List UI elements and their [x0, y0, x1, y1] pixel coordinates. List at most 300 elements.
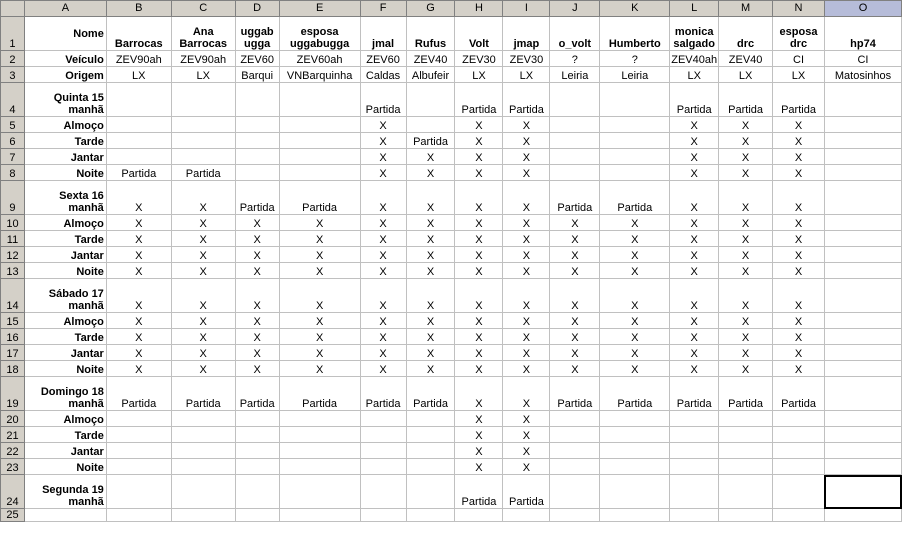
cell-m6[interactable]: X [719, 133, 773, 149]
cell-d18[interactable]: X [235, 361, 279, 377]
cell-e22[interactable] [279, 443, 360, 459]
cell-a3[interactable]: Origem [24, 67, 106, 83]
cell-k8[interactable] [600, 165, 670, 181]
cell-c18[interactable]: X [171, 361, 235, 377]
cell-l1[interactable]: monica salgado [670, 17, 719, 51]
cell-k3[interactable]: Leiria [600, 67, 670, 83]
cell-m21[interactable] [719, 427, 773, 443]
cell-n4[interactable]: Partida [773, 83, 825, 117]
cell-j21[interactable] [550, 427, 600, 443]
row-header-14[interactable]: 14 [1, 279, 25, 313]
cell-g25[interactable] [406, 509, 455, 522]
cell-l12[interactable]: X [670, 247, 719, 263]
cell-m5[interactable]: X [719, 117, 773, 133]
cell-j4[interactable] [550, 83, 600, 117]
cell-g20[interactable] [406, 411, 455, 427]
row-header-12[interactable]: 12 [1, 247, 25, 263]
cell-f17[interactable]: X [360, 345, 406, 361]
cell-k22[interactable] [600, 443, 670, 459]
cell-e10[interactable]: X [279, 215, 360, 231]
cell-i15[interactable]: X [503, 313, 550, 329]
cell-e19[interactable]: Partida [279, 377, 360, 411]
cell-j20[interactable] [550, 411, 600, 427]
cell-j6[interactable] [550, 133, 600, 149]
cell-e12[interactable]: X [279, 247, 360, 263]
cell-m12[interactable]: X [719, 247, 773, 263]
cell-g5[interactable] [406, 117, 455, 133]
cell-i22[interactable]: X [503, 443, 550, 459]
cell-l19[interactable]: Partida [670, 377, 719, 411]
cell-m11[interactable]: X [719, 231, 773, 247]
cell-c22[interactable] [171, 443, 235, 459]
cell-j9[interactable]: Partida [550, 181, 600, 215]
row-header-3[interactable]: 3 [1, 67, 25, 83]
cell-a4[interactable]: Quinta 15 manhã [24, 83, 106, 117]
cell-h15[interactable]: X [455, 313, 503, 329]
cell-e15[interactable]: X [279, 313, 360, 329]
cell-j25[interactable] [550, 509, 600, 522]
cell-f16[interactable]: X [360, 329, 406, 345]
cell-a19[interactable]: Domingo 18 manhã [24, 377, 106, 411]
cell-h4[interactable]: Partida [455, 83, 503, 117]
cell-a13[interactable]: Noite [24, 263, 106, 279]
cell-b22[interactable] [106, 443, 171, 459]
cell-m3[interactable]: LX [719, 67, 773, 83]
cell-a21[interactable]: Tarde [24, 427, 106, 443]
cell-i8[interactable]: X [503, 165, 550, 181]
cell-c2[interactable]: ZEV90ah [171, 51, 235, 67]
cell-a23[interactable]: Noite [24, 459, 106, 475]
cell-l13[interactable]: X [670, 263, 719, 279]
cell-h24[interactable]: Partida [455, 475, 503, 509]
cell-o19[interactable] [824, 377, 901, 411]
cell-c5[interactable] [171, 117, 235, 133]
cell-o5[interactable] [824, 117, 901, 133]
cell-m7[interactable]: X [719, 149, 773, 165]
cell-k2[interactable]: ? [600, 51, 670, 67]
cell-c1[interactable]: Ana Barrocas [171, 17, 235, 51]
cell-m17[interactable]: X [719, 345, 773, 361]
cell-k4[interactable] [600, 83, 670, 117]
column-header-d[interactable]: D [235, 1, 279, 17]
cell-n6[interactable]: X [773, 133, 825, 149]
cell-m18[interactable]: X [719, 361, 773, 377]
column-header-n[interactable]: N [773, 1, 825, 17]
cell-n15[interactable]: X [773, 313, 825, 329]
cell-c6[interactable] [171, 133, 235, 149]
cell-i25[interactable] [503, 509, 550, 522]
cell-h25[interactable] [455, 509, 503, 522]
cell-m10[interactable]: X [719, 215, 773, 231]
cell-d24[interactable] [235, 475, 279, 509]
cell-e9[interactable]: Partida [279, 181, 360, 215]
cell-k19[interactable]: Partida [600, 377, 670, 411]
cell-i23[interactable]: X [503, 459, 550, 475]
cell-i17[interactable]: X [503, 345, 550, 361]
row-header-19[interactable]: 19 [1, 377, 25, 411]
cell-o6[interactable] [824, 133, 901, 149]
cell-i9[interactable]: X [503, 181, 550, 215]
cell-f1[interactable]: jmal [360, 17, 406, 51]
cell-i3[interactable]: LX [503, 67, 550, 83]
cell-h22[interactable]: X [455, 443, 503, 459]
cell-d6[interactable] [235, 133, 279, 149]
cell-o4[interactable] [824, 83, 901, 117]
cell-n9[interactable]: X [773, 181, 825, 215]
cell-j2[interactable]: ? [550, 51, 600, 67]
cell-f12[interactable]: X [360, 247, 406, 263]
cell-d11[interactable]: X [235, 231, 279, 247]
row-header-21[interactable]: 21 [1, 427, 25, 443]
cell-o16[interactable] [824, 329, 901, 345]
cell-m2[interactable]: ZEV40 [719, 51, 773, 67]
cell-h13[interactable]: X [455, 263, 503, 279]
cell-k17[interactable]: X [600, 345, 670, 361]
cell-h17[interactable]: X [455, 345, 503, 361]
cell-i20[interactable]: X [503, 411, 550, 427]
cell-d7[interactable] [235, 149, 279, 165]
cell-l25[interactable] [670, 509, 719, 522]
cell-d2[interactable]: ZEV60 [235, 51, 279, 67]
cell-d4[interactable] [235, 83, 279, 117]
cell-l2[interactable]: ZEV40ah [670, 51, 719, 67]
cell-f10[interactable]: X [360, 215, 406, 231]
cell-e14[interactable]: X [279, 279, 360, 313]
cell-f20[interactable] [360, 411, 406, 427]
cell-d23[interactable] [235, 459, 279, 475]
cell-g4[interactable] [406, 83, 455, 117]
cell-o22[interactable] [824, 443, 901, 459]
cell-b20[interactable] [106, 411, 171, 427]
cell-o8[interactable] [824, 165, 901, 181]
cell-a2[interactable]: Veículo [24, 51, 106, 67]
cell-g1[interactable]: Rufus [406, 17, 455, 51]
cell-e7[interactable] [279, 149, 360, 165]
cell-b19[interactable]: Partida [106, 377, 171, 411]
cell-n12[interactable]: X [773, 247, 825, 263]
cell-d15[interactable]: X [235, 313, 279, 329]
cell-m24[interactable] [719, 475, 773, 509]
cell-o9[interactable] [824, 181, 901, 215]
cell-a20[interactable]: Almoço [24, 411, 106, 427]
cell-c10[interactable]: X [171, 215, 235, 231]
row-header-10[interactable]: 10 [1, 215, 25, 231]
cell-m14[interactable]: X [719, 279, 773, 313]
cell-a14[interactable]: Sábado 17 manhã [24, 279, 106, 313]
cell-b2[interactable]: ZEV90ah [106, 51, 171, 67]
row-header-16[interactable]: 16 [1, 329, 25, 345]
cell-a15[interactable]: Almoço [24, 313, 106, 329]
cell-b4[interactable] [106, 83, 171, 117]
cell-e23[interactable] [279, 459, 360, 475]
column-header-e[interactable]: E [279, 1, 360, 17]
cell-j14[interactable]: X [550, 279, 600, 313]
cell-e8[interactable] [279, 165, 360, 181]
cell-k11[interactable]: X [600, 231, 670, 247]
cell-o12[interactable] [824, 247, 901, 263]
cell-a17[interactable]: Jantar [24, 345, 106, 361]
cell-e17[interactable]: X [279, 345, 360, 361]
column-header-o[interactable]: O [824, 1, 901, 17]
cell-k9[interactable]: Partida [600, 181, 670, 215]
cell-d8[interactable] [235, 165, 279, 181]
cell-i4[interactable]: Partida [503, 83, 550, 117]
cell-f4[interactable]: Partida [360, 83, 406, 117]
cell-f14[interactable]: X [360, 279, 406, 313]
cell-b13[interactable]: X [106, 263, 171, 279]
cell-f11[interactable]: X [360, 231, 406, 247]
column-header-a[interactable]: A [24, 1, 106, 17]
cell-g6[interactable]: Partida [406, 133, 455, 149]
cell-c12[interactable]: X [171, 247, 235, 263]
cell-f24[interactable] [360, 475, 406, 509]
cell-i16[interactable]: X [503, 329, 550, 345]
cell-g3[interactable]: Albufeir [406, 67, 455, 83]
cell-m23[interactable] [719, 459, 773, 475]
cell-o21[interactable] [824, 427, 901, 443]
cell-j10[interactable]: X [550, 215, 600, 231]
cell-f21[interactable] [360, 427, 406, 443]
cell-f22[interactable] [360, 443, 406, 459]
cell-e18[interactable]: X [279, 361, 360, 377]
cell-j5[interactable] [550, 117, 600, 133]
cell-m15[interactable]: X [719, 313, 773, 329]
cell-a25[interactable] [24, 509, 106, 522]
cell-k7[interactable] [600, 149, 670, 165]
cell-m20[interactable] [719, 411, 773, 427]
column-header-b[interactable]: B [106, 1, 171, 17]
row-header-18[interactable]: 18 [1, 361, 25, 377]
cell-n1[interactable]: esposa drc [773, 17, 825, 51]
cell-j11[interactable]: X [550, 231, 600, 247]
cell-h18[interactable]: X [455, 361, 503, 377]
cell-a9[interactable]: Sexta 16 manhã [24, 181, 106, 215]
cell-d17[interactable]: X [235, 345, 279, 361]
cell-e25[interactable] [279, 509, 360, 522]
cell-c23[interactable] [171, 459, 235, 475]
cell-f23[interactable] [360, 459, 406, 475]
cell-g23[interactable] [406, 459, 455, 475]
cell-n2[interactable]: CI [773, 51, 825, 67]
cell-i18[interactable]: X [503, 361, 550, 377]
cell-m22[interactable] [719, 443, 773, 459]
row-header-25[interactable]: 25 [1, 509, 25, 522]
cell-j3[interactable]: Leiria [550, 67, 600, 83]
cell-c3[interactable]: LX [171, 67, 235, 83]
cell-a24[interactable]: Segunda 19 manhã [24, 475, 106, 509]
cell-k13[interactable]: X [600, 263, 670, 279]
cell-n5[interactable]: X [773, 117, 825, 133]
cell-l14[interactable]: X [670, 279, 719, 313]
cell-c14[interactable]: X [171, 279, 235, 313]
cell-o15[interactable] [824, 313, 901, 329]
cell-e11[interactable]: X [279, 231, 360, 247]
cell-b8[interactable]: Partida [106, 165, 171, 181]
row-header-22[interactable]: 22 [1, 443, 25, 459]
cell-b24[interactable] [106, 475, 171, 509]
cell-e2[interactable]: ZEV60ah [279, 51, 360, 67]
cell-m13[interactable]: X [719, 263, 773, 279]
cell-h8[interactable]: X [455, 165, 503, 181]
cell-b16[interactable]: X [106, 329, 171, 345]
cell-i7[interactable]: X [503, 149, 550, 165]
cell-g9[interactable]: X [406, 181, 455, 215]
cell-a18[interactable]: Noite [24, 361, 106, 377]
cell-g18[interactable]: X [406, 361, 455, 377]
cell-k21[interactable] [600, 427, 670, 443]
cell-j1[interactable]: o_volt [550, 17, 600, 51]
cell-c21[interactable] [171, 427, 235, 443]
cell-k6[interactable] [600, 133, 670, 149]
cell-d3[interactable]: Barqui [235, 67, 279, 83]
cell-l10[interactable]: X [670, 215, 719, 231]
cell-l16[interactable]: X [670, 329, 719, 345]
cell-n21[interactable] [773, 427, 825, 443]
cell-f18[interactable]: X [360, 361, 406, 377]
cell-j7[interactable] [550, 149, 600, 165]
cell-n25[interactable] [773, 509, 825, 522]
cell-l5[interactable]: X [670, 117, 719, 133]
cell-i12[interactable]: X [503, 247, 550, 263]
cell-h12[interactable]: X [455, 247, 503, 263]
cell-d20[interactable] [235, 411, 279, 427]
cell-m8[interactable]: X [719, 165, 773, 181]
cell-l18[interactable]: X [670, 361, 719, 377]
row-header-9[interactable]: 9 [1, 181, 25, 215]
cell-j8[interactable] [550, 165, 600, 181]
cell-o13[interactable] [824, 263, 901, 279]
cell-j19[interactable]: Partida [550, 377, 600, 411]
cell-i11[interactable]: X [503, 231, 550, 247]
cell-n22[interactable] [773, 443, 825, 459]
cell-c20[interactable] [171, 411, 235, 427]
row-header-15[interactable]: 15 [1, 313, 25, 329]
cell-h16[interactable]: X [455, 329, 503, 345]
cell-b10[interactable]: X [106, 215, 171, 231]
cell-h20[interactable]: X [455, 411, 503, 427]
cell-g15[interactable]: X [406, 313, 455, 329]
cell-a22[interactable]: Jantar [24, 443, 106, 459]
cell-a7[interactable]: Jantar [24, 149, 106, 165]
cell-b1[interactable]: Barrocas [106, 17, 171, 51]
cell-j17[interactable]: X [550, 345, 600, 361]
cell-g2[interactable]: ZEV40 [406, 51, 455, 67]
cell-n19[interactable]: Partida [773, 377, 825, 411]
cell-o14[interactable] [824, 279, 901, 313]
cell-j22[interactable] [550, 443, 600, 459]
cell-h11[interactable]: X [455, 231, 503, 247]
cell-i1[interactable]: jmap [503, 17, 550, 51]
cell-i19[interactable]: X [503, 377, 550, 411]
cell-c4[interactable] [171, 83, 235, 117]
cell-c25[interactable] [171, 509, 235, 522]
cell-o25[interactable] [824, 509, 901, 522]
cell-i6[interactable]: X [503, 133, 550, 149]
cell-m4[interactable]: Partida [719, 83, 773, 117]
cell-c15[interactable]: X [171, 313, 235, 329]
cell-d9[interactable]: Partida [235, 181, 279, 215]
cell-k20[interactable] [600, 411, 670, 427]
row-header-20[interactable]: 20 [1, 411, 25, 427]
cell-o17[interactable] [824, 345, 901, 361]
cell-b3[interactable]: LX [106, 67, 171, 83]
cell-i2[interactable]: ZEV30 [503, 51, 550, 67]
cell-l21[interactable] [670, 427, 719, 443]
cell-e13[interactable]: X [279, 263, 360, 279]
cell-m1[interactable]: drc [719, 17, 773, 51]
cell-e16[interactable]: X [279, 329, 360, 345]
cell-h3[interactable]: LX [455, 67, 503, 83]
cell-k23[interactable] [600, 459, 670, 475]
cell-g24[interactable] [406, 475, 455, 509]
cell-o3[interactable]: Matosinhos [824, 67, 901, 83]
cell-k12[interactable]: X [600, 247, 670, 263]
column-header-k[interactable]: K [600, 1, 670, 17]
cell-g13[interactable]: X [406, 263, 455, 279]
cell-a11[interactable]: Tarde [24, 231, 106, 247]
cell-m25[interactable] [719, 509, 773, 522]
cell-l9[interactable]: X [670, 181, 719, 215]
cell-l15[interactable]: X [670, 313, 719, 329]
row-header-8[interactable]: 8 [1, 165, 25, 181]
cell-b7[interactable] [106, 149, 171, 165]
cell-o2[interactable]: CI [824, 51, 901, 67]
cell-o20[interactable] [824, 411, 901, 427]
cell-f8[interactable]: X [360, 165, 406, 181]
cell-f2[interactable]: ZEV60 [360, 51, 406, 67]
cell-g14[interactable]: X [406, 279, 455, 313]
row-header-5[interactable]: 5 [1, 117, 25, 133]
cell-h14[interactable]: X [455, 279, 503, 313]
cell-d14[interactable]: X [235, 279, 279, 313]
cell-i13[interactable]: X [503, 263, 550, 279]
cell-b12[interactable]: X [106, 247, 171, 263]
cell-c16[interactable]: X [171, 329, 235, 345]
cell-g12[interactable]: X [406, 247, 455, 263]
cell-n16[interactable]: X [773, 329, 825, 345]
cell-h23[interactable]: X [455, 459, 503, 475]
cell-g7[interactable]: X [406, 149, 455, 165]
cell-e1[interactable]: esposa uggabugga [279, 17, 360, 51]
row-header-1[interactable]: 1 [1, 17, 25, 51]
cell-b5[interactable] [106, 117, 171, 133]
cell-h10[interactable]: X [455, 215, 503, 231]
cell-h9[interactable]: X [455, 181, 503, 215]
cell-h19[interactable]: X [455, 377, 503, 411]
cell-o10[interactable] [824, 215, 901, 231]
cell-l22[interactable] [670, 443, 719, 459]
cell-f6[interactable]: X [360, 133, 406, 149]
column-header-l[interactable]: L [670, 1, 719, 17]
row-header-2[interactable]: 2 [1, 51, 25, 67]
row-header-24[interactable]: 24 [1, 475, 25, 509]
cell-c8[interactable]: Partida [171, 165, 235, 181]
cell-j23[interactable] [550, 459, 600, 475]
cell-l11[interactable]: X [670, 231, 719, 247]
cell-a8[interactable]: Noite [24, 165, 106, 181]
cell-i5[interactable]: X [503, 117, 550, 133]
row-header-6[interactable]: 6 [1, 133, 25, 149]
cell-m9[interactable]: X [719, 181, 773, 215]
cell-n8[interactable]: X [773, 165, 825, 181]
row-header-4[interactable]: 4 [1, 83, 25, 117]
cell-l17[interactable]: X [670, 345, 719, 361]
cell-b6[interactable] [106, 133, 171, 149]
cell-b17[interactable]: X [106, 345, 171, 361]
row-header-23[interactable]: 23 [1, 459, 25, 475]
cell-d22[interactable] [235, 443, 279, 459]
cell-g16[interactable]: X [406, 329, 455, 345]
